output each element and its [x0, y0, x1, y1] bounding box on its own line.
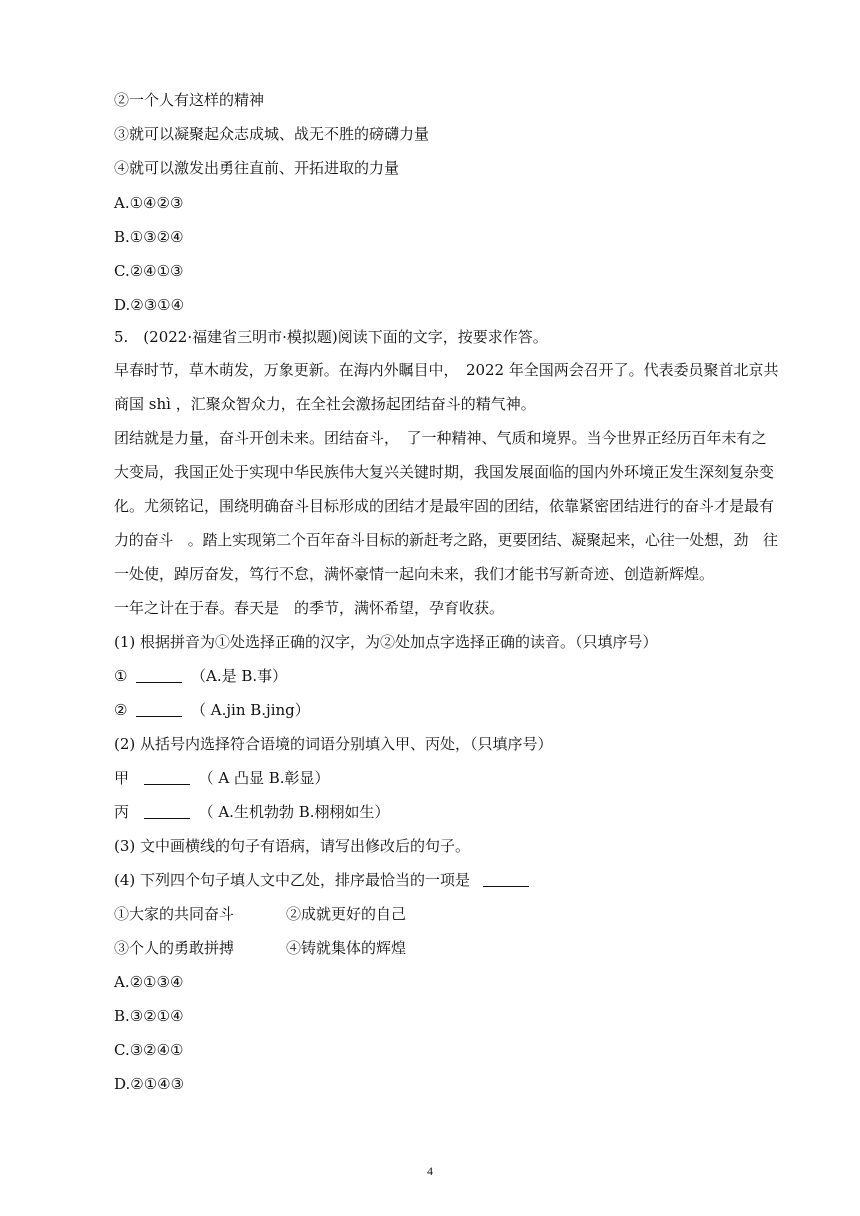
passage-p2-line2: 大变局，我国正处于实现中华民族伟大复兴关键时期，我国发展面临的国内外环境正发生深刻复杂变 — [114, 463, 775, 481]
passage-p2-line3: 化。尤须铭记，围绕明确奋斗目标形成的团结才是最牢固的团结，依靠紧密团结进行的奋斗才是最有 — [114, 497, 775, 515]
option-line-3: ③就可以凝聚起众志成城、战无不胜的磅礴力量 — [114, 125, 430, 143]
answer-blank[interactable] — [483, 872, 529, 887]
passage-p2-line5: 一处使，踔厉奋发，笃行不怠，满怀豪情一起向未来，我们才能书写新奇迹、创造新辉煌。 — [114, 565, 715, 583]
sub-question-4-text: (4) 下列四个句子填人文中乙处，排序最恰当的一项是 — [114, 871, 471, 889]
sub-question-2: (2) 从括号内选择符合语境的词语分别填入甲、丙处，（只填序号） — [114, 735, 553, 753]
sub-question-1-item-2 — [114, 700, 310, 720]
answer-blank[interactable] — [136, 702, 182, 717]
q4-choice-b: B.③②①④ — [114, 1007, 184, 1025]
item-options: （ A.生机勃勃 B.栩栩如生） — [198, 803, 390, 821]
choice-a: A.①④②③ — [114, 194, 184, 212]
sub-question-3: (3) 文中画横线的句子有语病，请写出修改后的句子。 — [114, 837, 471, 855]
sub-question-1-item-1 — [114, 666, 287, 686]
sub-question-4 — [114, 870, 533, 890]
passage-p2-line4: 力的奋斗 。踏上实现第二个百年奋斗目标的新赶考之路，更要团结、凝聚起来，心往一处想，劲 往 — [114, 531, 778, 549]
page-number: 4 — [427, 1164, 433, 1178]
q4-choice-a: A.②①③④ — [114, 973, 184, 991]
passage-p1-line1: 早春时节，草木萌发，万象更新。在海内外瞩目中， 2022 年全国两会召开了。代表委员聚首北京共 — [114, 361, 779, 379]
answer-blank[interactable] — [144, 770, 190, 785]
item-marker: ① — [114, 667, 128, 685]
sub-question-2-item-jia — [114, 768, 330, 788]
choice-c: C.②④①③ — [114, 262, 184, 280]
option-line-4: ④就可以激发出勇往直前、开拓进取的力量 — [114, 159, 400, 177]
sentence-4: ④铸就集体的辉煌 — [286, 939, 407, 957]
question-5-header: 5. (2022·福建省三明市·模拟题)阅读下面的文字，按要求作答。 — [114, 328, 548, 346]
passage-p3: 一年之计在于春。春天是 的季节，满怀希望，孕育收获。 — [114, 599, 505, 617]
passage-p2-line1: 团结就是力量，奋斗开创未来。团结奋斗， 了一种精神、气质和境界。当今世界正经历百年未有之 — [114, 429, 767, 447]
sentence-1: ①大家的共同奋斗 — [114, 905, 235, 923]
choice-d: D.②③①④ — [114, 296, 185, 314]
item-options: （A.是 B.事） — [191, 667, 288, 685]
q4-choice-d: D.②①④③ — [114, 1075, 185, 1093]
sub-question-2-item-bing — [114, 802, 390, 822]
choice-b: B.①③②④ — [114, 228, 184, 246]
option-line-2: ②一个人有这样的精神 — [114, 91, 265, 109]
answer-blank[interactable] — [144, 804, 190, 819]
item-marker: 甲 — [114, 769, 130, 787]
item-options: （ A.jin B.jing） — [191, 701, 310, 719]
item-options: （ A 凸显 B.彰显） — [198, 769, 330, 787]
sentence-3: ③个人的勇敢拼搏 — [114, 939, 235, 957]
answer-blank[interactable] — [136, 668, 182, 683]
sentence-2: ②成就更好的自己 — [286, 905, 407, 923]
passage-p1-line2: 商国 shì ，汇聚众智众力，在全社会激扬起团结奋斗的精气神。 — [114, 395, 536, 413]
q4-choice-c: C.③②④① — [114, 1041, 184, 1059]
item-marker: 丙 — [114, 803, 130, 821]
sub-question-1: (1) 根据拼音为①处选择正确的汉字，为②处加点字选择正确的读音。（只填序号） — [114, 633, 658, 651]
item-marker: ② — [114, 701, 128, 719]
